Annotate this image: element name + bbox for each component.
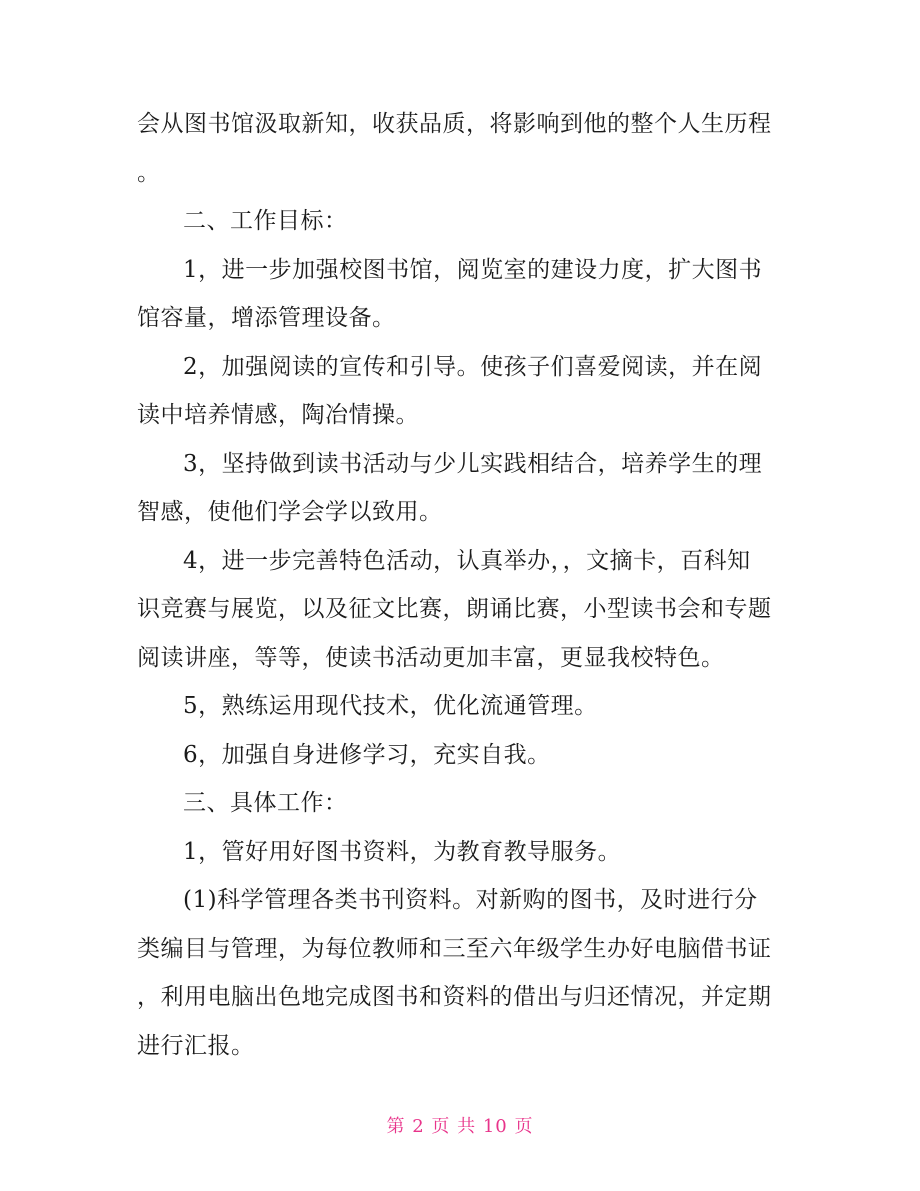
text-line: 6，加强自身进修学习，充实自我。 (183, 741, 551, 768)
text-line: (1)科学管理各类书刊资料。对新购的图书，及时进行分 (183, 887, 758, 913)
text-line: ，利用电脑出色地完成图书和资料的借出与归还情况，并定期 (137, 984, 772, 1010)
text-line: 类编目与管理，为每位教师和三至六年级学生办好电脑借书证 (137, 935, 772, 962)
text-line: 5，熟练运用现代技术，优化流通管理。 (183, 693, 598, 719)
text-line: 1，管好用好图书资料，为教育教导服务。 (183, 838, 622, 865)
text-line: 馆容量，增添管理设备。 (137, 305, 396, 331)
page-number-footer: 第 2 页 共 10 页 (386, 1116, 534, 1137)
text-line: 识竞赛与展览，以及征文比赛，朗诵比赛，小型读书会和专题 (137, 596, 772, 622)
text-line: 读中培养情感，陶冶情操。 (137, 402, 419, 428)
text-line: 进行汇报。 (137, 1032, 255, 1059)
text-line: 智感，使他们学会学以致用。 (137, 499, 443, 525)
text-line: 3，坚持做到读书活动与少儿实践相结合，培养学生的理 (183, 450, 763, 477)
section-heading: 二、工作目标： (183, 208, 348, 234)
text-line: 阅读讲座，等等，使读书活动更加丰富，更显我校特色。 (137, 644, 725, 671)
text-line: 4，进一步完善特色活动，认真举办，，文摘卡，百科知 (183, 547, 751, 574)
text-line: 2，加强阅读的宣传和引导。使孩子们喜爱阅读，并在阅 (183, 353, 763, 380)
document-body (137, 100, 785, 1070)
section-heading: 三、具体工作： (183, 790, 348, 816)
text-line: 会从图书馆汲取新知，收获品质，将影响到他的整个人生历程 (137, 111, 772, 137)
text-line: 1，进一步加强校图书馆，阅览室的建设力度，扩大图书 (183, 256, 763, 283)
text-line: 。 (137, 159, 161, 186)
